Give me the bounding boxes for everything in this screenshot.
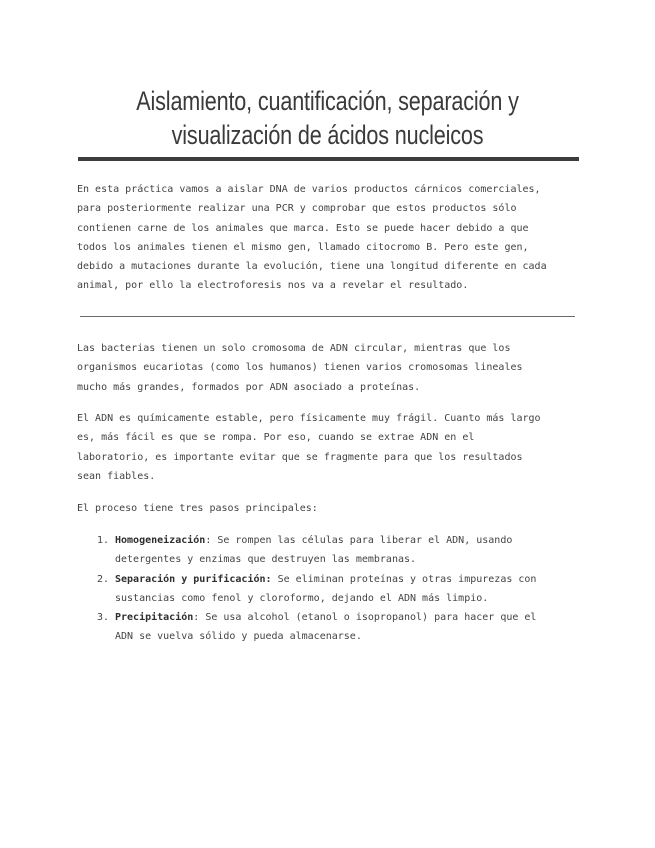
process-steps-list [97,531,536,647]
step-text: detergentes y enzimas que destruyen las membranas. [115,554,417,566]
list-number: 2. [97,573,110,585]
step-text: : Se usa alcohol (etanol o isopropanol) para hacer que el [193,612,537,624]
step-text: sustancias como fenol y cloroformo, dejando el ADN más limpio. [115,592,489,604]
step-text: ADN se vuelva sólido y pueda almacenarse. [115,631,362,643]
step-heading: Precipitación [115,612,194,624]
text-line: mucho más grandes, formados por ADN asociado a proteínas. [77,381,421,393]
title-line: Aislamiento, cuantificación, separación y [136,86,519,116]
intro-paragraph [77,180,547,296]
list-item [97,570,536,609]
page-title [126,84,528,152]
text-line: El proceso tiene tres pasos principales: [77,503,318,514]
text-line: laboratorio, es importante evitar que se fragmente para que los resultados [77,451,523,463]
text-line: para posteriormente realizar una PCR y comprobar que estos productos sólo [77,203,517,215]
list-number: 3. [97,612,110,624]
list-number: 1. [97,535,110,546]
text-line: El ADN es químicamente estable, pero físicamente muy frágil. Cuanto más largo [77,413,541,424]
title-divider [78,157,579,161]
text-line: animal, por ello la electroforesis nos va a revelar el resultado. [77,280,469,292]
list-item [97,608,536,647]
text-line: organismos eucariotas (como los humanos) tienen varios cromosomas lineales [77,362,523,374]
paragraph-dna-stability [77,409,541,486]
step-text: : Se rompen las células para liberar el ADN, usando [205,535,513,546]
text-line: debido a mutaciones durante la evolución, tiene una longitud diferente en cada [77,261,547,273]
text-line: Las bacterias tienen un solo cromosoma de ADN circular, mientras que los [77,343,511,354]
title-line: visualización de ácidos nucleicos [171,120,484,150]
list-item [97,531,536,570]
text-line: sean fiables. [77,470,156,482]
text-line: todos los animales tienen el mismo gen, llamado citocromo B. Pero este gen, [77,241,529,253]
paragraph-process-intro [77,499,318,518]
step-heading: Separación y purificación: [115,573,272,585]
text-line: es, más fácil es que se rompa. Por eso, cuando se extrae ADN en el [77,432,475,444]
step-heading: Homogeneización [115,535,206,546]
text-line: En esta práctica vamos a aislar DNA de varios productos cárnicos comerciales, [77,184,541,195]
step-text: Se eliminan proteínas y otras impurezas con [271,573,537,585]
paragraph-chromosomes [77,339,523,397]
section-divider [80,316,575,317]
text-line: contienen carne de los animales que marca. Esto se puede hacer debido a que [77,222,529,234]
